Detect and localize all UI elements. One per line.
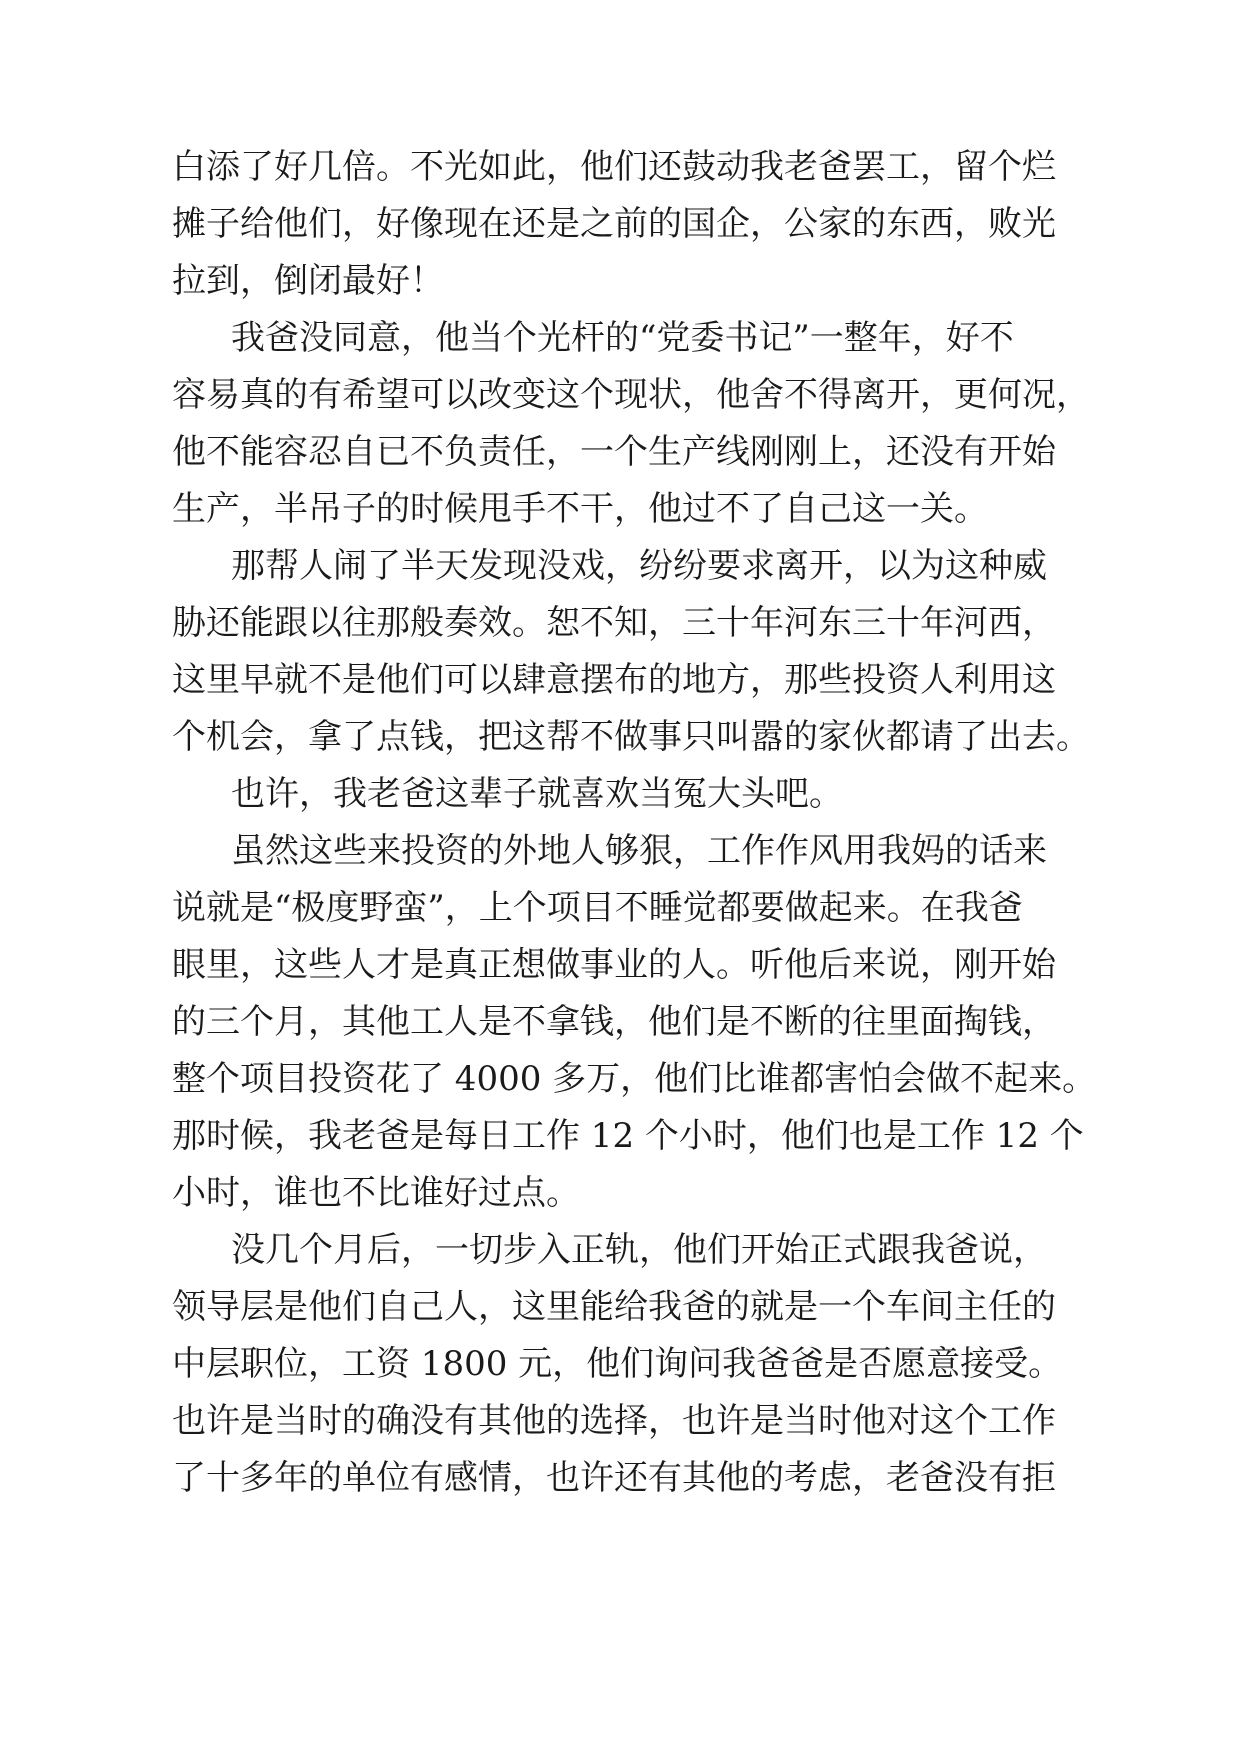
text-line xyxy=(0,1275,1241,1339)
line-text: 没几个月后，一切步入正轨，他们开始正式跟我爸说， xyxy=(231,1230,1047,1270)
text-line xyxy=(0,591,1241,655)
line-text: 说就是“极度野蛮”，上个项目不睡觉都要做起来。在我爸 xyxy=(172,888,1023,928)
text-line xyxy=(0,1047,1241,1111)
line-text: 领导层是他们自己人，这里能给我爸的就是一个车间主任的 xyxy=(172,1287,1056,1327)
line-text: 生产，半吊子的时候甩手不干，他过不了自己这一关。 xyxy=(172,489,988,529)
line-text: 眼里，这些人才是真正想做事业的人。听他后来说，刚开始 xyxy=(172,945,1056,985)
line-text: 他不能容忍自已不负责任，一个生产线刚刚上，还没有开始 xyxy=(172,432,1056,472)
line-text: 也许，我老爸这辈子就喜欢当冤大头吧。 xyxy=(231,774,843,814)
text-line xyxy=(0,705,1241,769)
line-text: 容易真的有希望可以改变这个现状，他舍不得离开，更何况， xyxy=(172,375,1090,415)
line-text: 我爸没同意，他当个光杆的“党委书记”一整年，好不 xyxy=(231,318,1014,358)
text-line xyxy=(0,819,1241,883)
line-text: 的三个月，其他工人是不拿钱，他们是不断的往里面掏钱， xyxy=(172,1002,1056,1042)
text-line xyxy=(0,306,1241,370)
text-line xyxy=(0,876,1241,940)
text-line xyxy=(0,363,1241,427)
line-text: 中层职位，工资 1800 元，他们询问我爸爸是否愿意接受。 xyxy=(172,1344,1063,1384)
line-text: 虽然这些来投资的外地人够狠，工作作风用我妈的话来 xyxy=(231,831,1047,871)
text-line xyxy=(0,420,1241,484)
text-line xyxy=(0,534,1241,598)
text-line xyxy=(0,135,1241,199)
line-text: 拉到，倒闭最好！ xyxy=(172,261,444,301)
text-line xyxy=(0,1104,1241,1168)
line-text: 小时，谁也不比谁好过点。 xyxy=(172,1173,580,1213)
line-text: 那帮人闹了半天发现没戏，纷纷要求离开，以为这种威 xyxy=(231,546,1047,586)
line-text: 整个项目投资花了 4000 多万，他们比谁都害怕会做不起来。 xyxy=(172,1059,1097,1099)
text-line xyxy=(0,1389,1241,1453)
line-text: 白添了好几倍。不光如此，他们还鼓动我老爸罢工，留个烂 xyxy=(172,147,1056,187)
text-line xyxy=(0,477,1241,541)
line-text: 个机会，拿了点钱，把这帮不做事只叫嚣的家伙都请了出去。 xyxy=(172,717,1090,757)
text-line xyxy=(0,249,1241,313)
text-line xyxy=(0,990,1241,1054)
line-text: 也许是当时的确没有其他的选择，也许是当时他对这个工作 xyxy=(172,1401,1056,1441)
text-line xyxy=(0,1332,1241,1396)
text-line xyxy=(0,648,1241,712)
text-line xyxy=(0,192,1241,256)
line-text: 胁还能跟以往那般奏效。恕不知，三十年河东三十年河西， xyxy=(172,603,1056,643)
line-text: 这里早就不是他们可以肆意摆布的地方，那些投资人利用这 xyxy=(172,660,1056,700)
text-line xyxy=(0,1446,1241,1510)
line-text: 那时候，我老爸是每日工作 12 个小时，他们也是工作 12 个 xyxy=(172,1116,1084,1156)
line-text: 摊子给他们，好像现在还是之前的国企，公家的东西，败光 xyxy=(172,204,1056,244)
line-text: 了十多年的单位有感情，也许还有其他的考虑，老爸没有拒 xyxy=(172,1458,1056,1498)
text-line xyxy=(0,1161,1241,1225)
text-line xyxy=(0,762,1241,826)
text-line xyxy=(0,933,1241,997)
text-line xyxy=(0,1218,1241,1282)
